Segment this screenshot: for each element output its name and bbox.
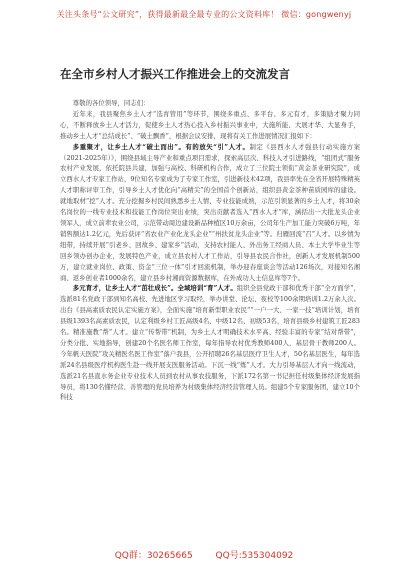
banner-text: 关注头条号“公文研究”，获得最新最全最专业的公文资料库！ 微信：gongwenyj [56, 10, 352, 19]
paragraph-1 [60, 109, 360, 142]
footer-qq-group: QQ群：30265665 [114, 551, 193, 561]
footer-qq-number: QQ号:535304092 [215, 551, 294, 561]
paragraph-2-text: 制定《县西水人才强县行动实施方案（2021-2025年）》，围绕县域主导产业和重点项目需求，探索高层次、科技人才引进路线，“组团式”服务农村产业发展，依托院县共建，加强与高校、科研机构合作，成立了三位院士领衔“黄金茶业研究院”，成立西水人才专家工作站，9位知名专家成为了专家工作室，引进新技术42项，我县率先在全省开展特殊精英人才职称评审工作，引导乡土人才优化向“高精尖”的全国首个创新站，组织县黄金茶种苗质园库的建设。就地取材“挖”人才。充分挖掘乡村民间熟悉乡土人情、专业技能成熟，示范引领显著的乡土人才，将30余名岗位的一线专业技术和技能工作岗位突出业绩，突出贡献者选入“西水人才”库，涵括出一大批龙头企业领军人，成立前辈农业公司，示范带动周边建设新品种植区10万余亩，公司年生产加工能力突破6万吨，年销售额达1.2亿元，先后获评“省农业产业化龙头企业”“州扶贫龙头企业”等。归雁回流“召”人才。以乡情为纽带，持续开展“引老乡、回故乡、建家乡”活动，支持农村能人、外出务工经商人员、本土大学毕业生等回乡领办创办企业，发展特色产业，成立县农村人才工作站，引导县农民合作社，创新人才发展机制500万，建立就业岗位、政策、资金“三位一体”引才回流机制，举办迎春座谈会等活动126场次，对接知名湘商、返乡创业者1000余名，建立县乡村湘商资源数据库，在外成功人士信息库等7个。 [60, 142, 361, 282]
document-body [60, 98, 360, 403]
paragraph-1-text: 近年来，我县聚焦乡土人才“选育管用”等环节，围绕多重点、多平台、多元有才，多策励才聚力同心，不断释放乡土人才活力，促使乡土人才热心投入乡村振兴事业中，大施所能、大展才华、大显身手，推动乡土人才“总结成长”、“破土飘香”，根据会议安排，现将有关工作进展情况汇报如下： [60, 109, 360, 140]
document-title: 在全市乡村人才振兴工作推进会上的交流发言 [60, 67, 290, 81]
footer [0, 548, 408, 561]
salutation: 尊敬的各位领导，同志们： [72, 99, 150, 107]
paragraph-2 [60, 142, 360, 284]
paragraph-3 [60, 283, 360, 403]
paragraph-2-heading: 多重聚才，让乡土人才“破土而出”。有的放矢“引”人才。 [72, 142, 250, 151]
paragraph-3-heading: 多元育才，让乡土人才“茁壮成长”。全域培训“育”人才。 [72, 284, 237, 293]
top-banner [0, 0, 408, 28]
paragraph-3-text: 组织全县党政干部和优秀干部“全方面学”，选派81名党政干部到知名高校、先进地区学习取经，举办讲堂、论坛、夜校等100余期培训1.2万余人次。出台《县高素质农民认定实施方案》，全面实施“培育新型职业农民”“一户一大、一家一技”培训计划，培育县级1393名高素质农民，认定利级乡村工匠高级4名、中级12名、初级53名，培育县级乡村建筑工匠283名。精准施教“帮”人才。建立“传帮带”机制，为乡土人才明确技术水平高、经验丰富的专家“结对帮带”，分类分批、实地指导，创建20个名医名师工作室，每年指导农村优秀教师400人，基层骨干教师200人。今年帆天医院“攻关精医名医工作室”落户我县，公开招聘26名基层医疗卫生人才，50名基层医生，每年选派24名县级医疗机构医生赴一线开展支医服务活动。下沉一线“炼”人才。大力引导基层人才向一线流动，选派21名县直水务企业专业技术人员到农村从事农技服务，下派172名第一书记担任村级集体经济发展指导员，将130名懂经营、善管理的党员培养为村级集体经济经营管理人员。组建5个专家服务团，建立10个科技 [60, 284, 360, 402]
